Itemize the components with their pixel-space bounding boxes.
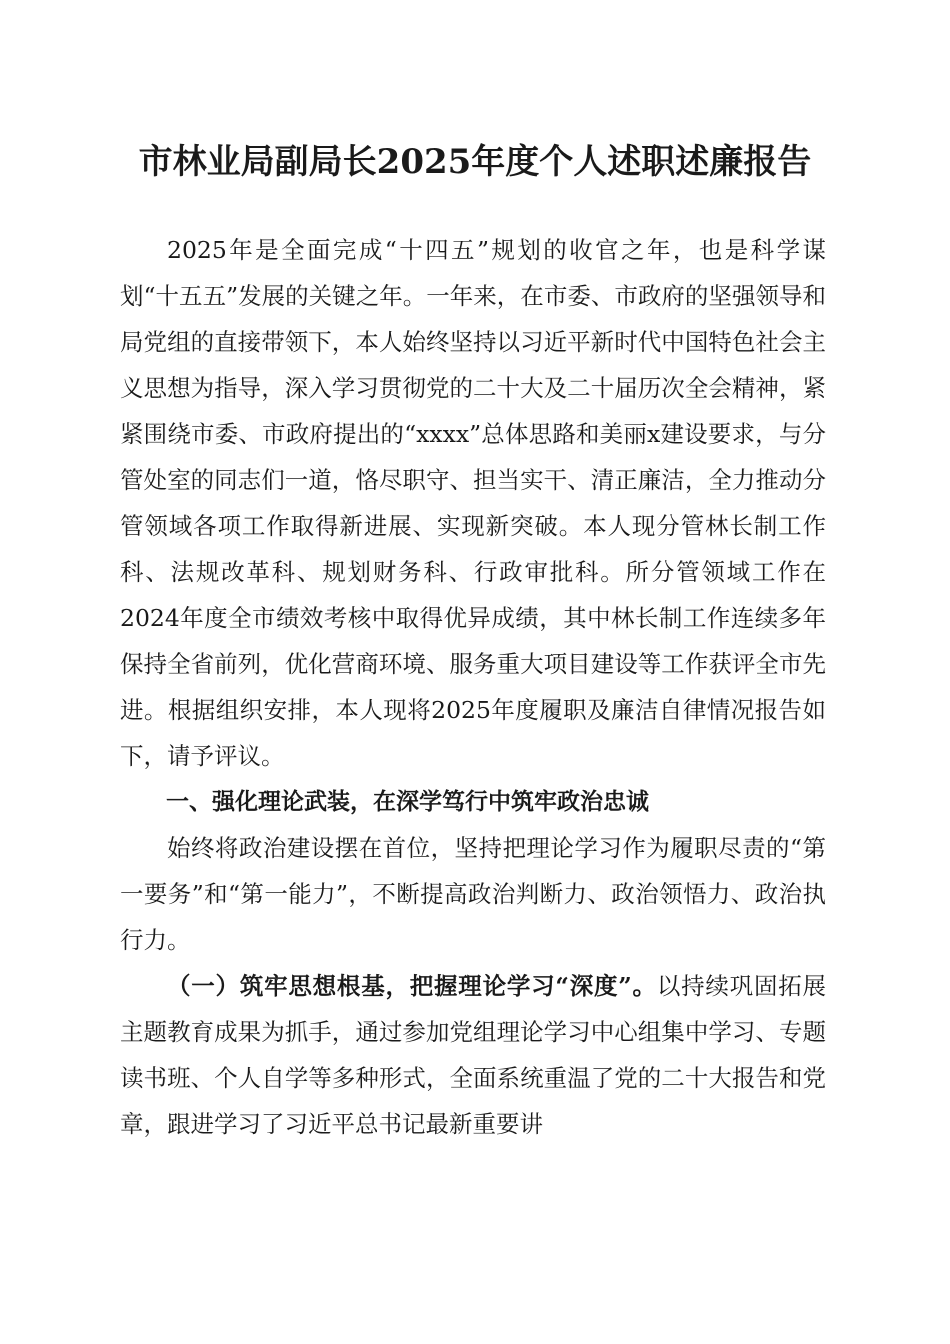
subsection-1-text: 以持续巩固拓展主题教育成果为抓手，通过参加党组理论学习中心组集中学习、专题读书班、个人自学等多种形式，全面系统重温了党的二十大报告和党章，跟进学习了习近平总书记最新重要讲 <box>120 972 826 1138</box>
document-title: 市林业局副局长2025年度个人述职述廉报告 <box>138 142 812 182</box>
subsection-1-paragraph <box>120 963 826 1147</box>
section-heading-1: 一、强化理论武装，在深学笃行中筑牢政治忠诚 <box>166 789 649 815</box>
section-1-paragraph: 始终将政治建设摆在首位，坚持把理论学习作为履职尽责的“第一要务”和“第一能力”，不断提高政治判断力、政治领悟力、政治执行力。 <box>120 834 826 954</box>
subsection-heading-1: （一）筑牢思想根基，把握理论学习“深度”。 <box>167 972 657 1000</box>
intro-paragraph: 2025年是全面完成“十四五”规划的收官之年，也是科学谋划“十五五”发展的关键之年。一年来，在市委、市政府的坚强领导和局党组的直接带领下，本人始终坚持以习近平新时代中国特色社会主义思想为指导，深入学习贯彻党的二十大及二十届历次全会精神，紧紧围绕市委、市政府提出的“xxxx”总体思路和美丽x建设要求，与分管处室的同志们一道，恪尽职守、担当实干、清正廉洁，全力推动分管领域各项工作取得新进展、实现新突破。本人现分管林长制工作科、法规改革科、规划财务科、行政审批科。所分管领域工作在2024年度全市绩效考核中取得优异成绩，其中林长制工作连续多年保持全省前列，优化营商环境、服务重大项目建设等工作获评全市先进。根据组织安排，本人现将2025年度履职及廉洁自律情况报告如下，请予评议。 <box>120 236 826 770</box>
document-body <box>120 227 826 1147</box>
